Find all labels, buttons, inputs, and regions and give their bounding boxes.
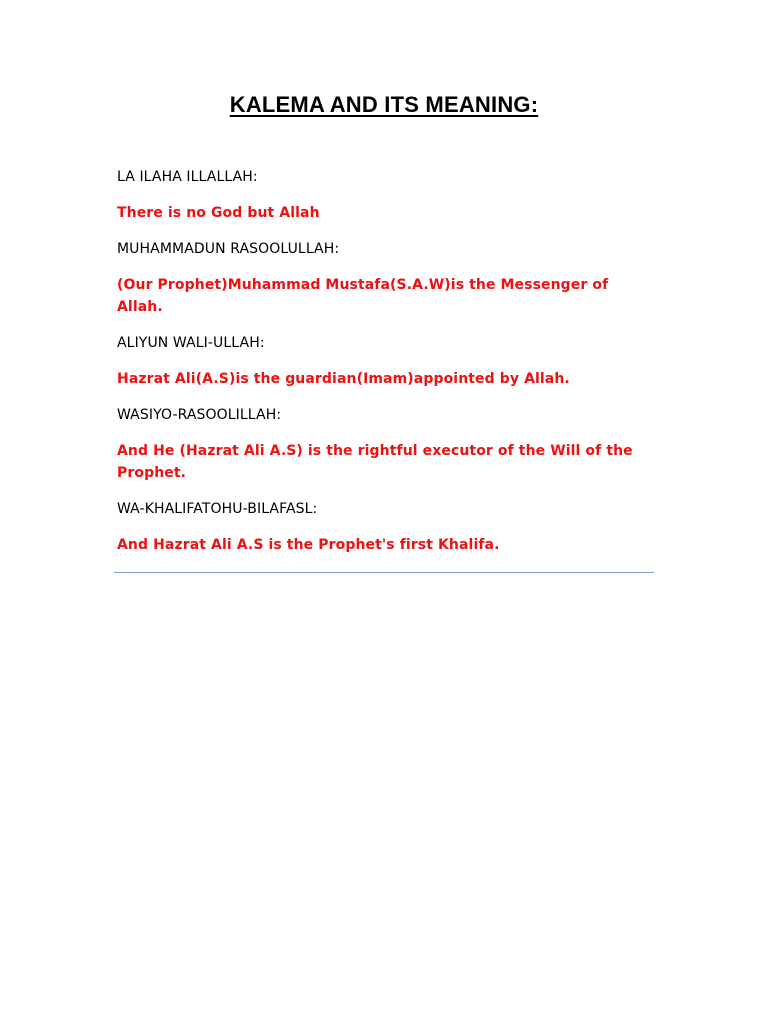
entry-3	[117, 332, 637, 390]
kalema-list	[117, 166, 637, 570]
horizontal-divider	[114, 572, 654, 573]
meaning-text: (Our Prophet)Muhammad Mustafa(S.A.W)is the Messenger of Allah.	[117, 277, 609, 315]
meaning-text: Hazrat Ali(A.S)is the guardian(Imam)appointed by Allah.	[117, 371, 570, 387]
meaning-text: And Hazrat Ali A.S is the Prophet's first Khalifa.	[117, 537, 500, 553]
entry-5	[117, 498, 637, 556]
entry-1	[117, 166, 637, 224]
phrase-text: WASIYO-RASOOLILLAH:	[117, 407, 282, 423]
phrase-text: ALIYUN WALI-ULLAH:	[117, 335, 265, 351]
meaning-text: There is no God but Allah	[117, 205, 320, 221]
phrase-text: WA-KHALIFATOHU-BILAFASL:	[117, 501, 318, 517]
entry-2	[117, 238, 637, 318]
meaning-text: And He (Hazrat Ali A.S) is the rightful executor of the Will of the Prophet.	[117, 443, 633, 481]
phrase-text: LA ILAHA ILLALLAH:	[117, 169, 258, 185]
page-title: KALEMA AND ITS MEANING:	[229, 92, 539, 117]
phrase-text: MUHAMMADUN RASOOLULLAH:	[117, 241, 340, 257]
entry-4	[117, 404, 637, 484]
